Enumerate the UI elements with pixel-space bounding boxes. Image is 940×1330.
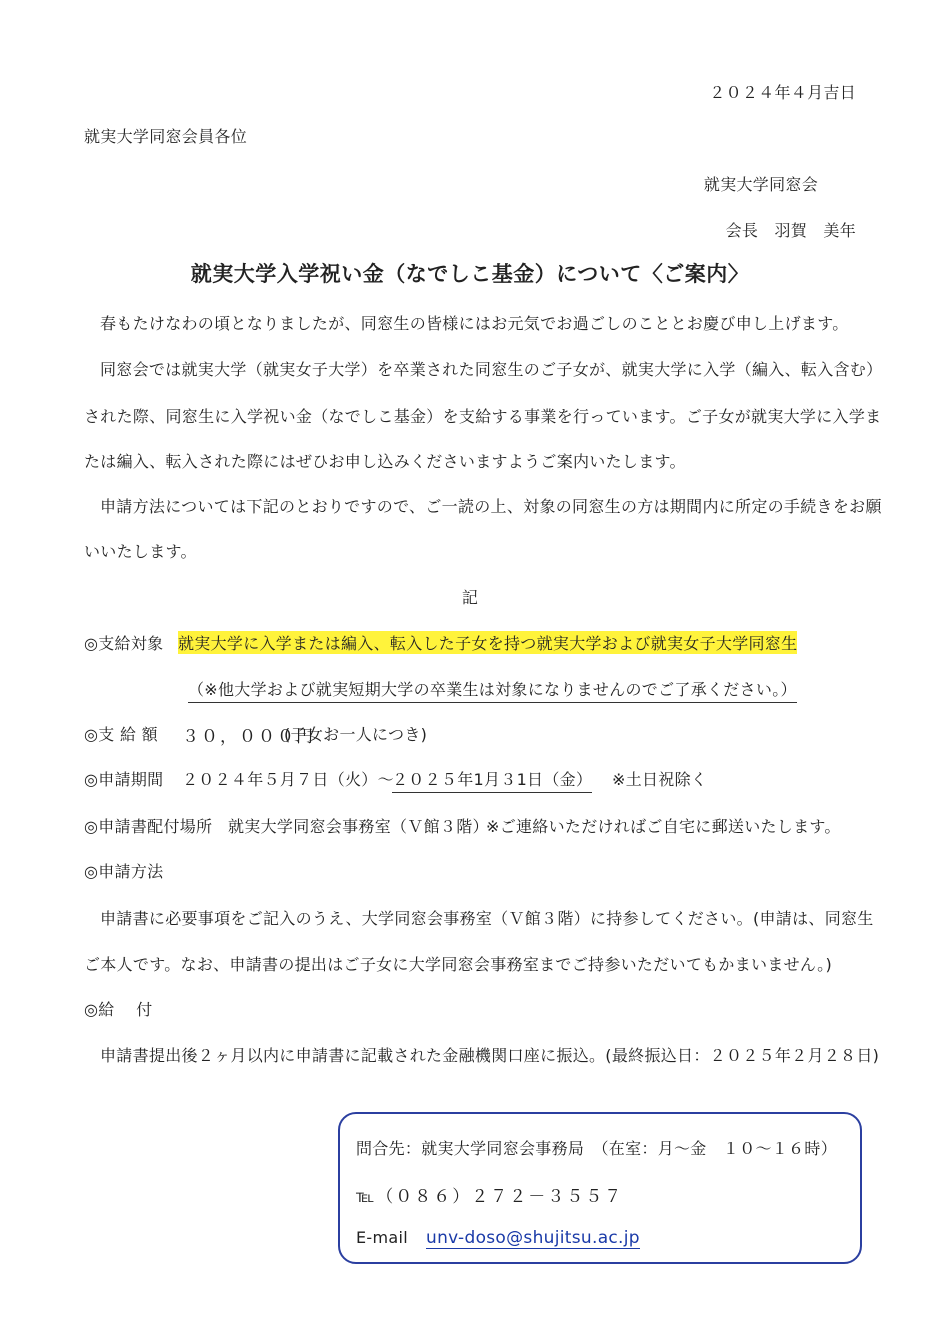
contact-email-link[interactable]: unv-doso@shujitsu.ac.jp [426,1228,640,1248]
place-note: ※ご連絡いただければご自宅に郵送いたします。 [486,817,841,836]
place-value: 就実大学同窓会事務室（Ｖ館３階） [228,817,489,836]
payment-value: 申請書提出後２ヶ月以内に申請書に記載された金融機関口座に振込。(最終振込日：２０２５年２月２８日) [100,1046,880,1065]
contact-phone: ℡（０８６）２７２－３５５７ [356,1187,624,1207]
amount-value: ３０，０００円 [182,727,315,747]
issue-date: ２０２４年４月吉日 [709,83,856,102]
contact-email-label: E-mail [356,1228,408,1247]
body-paragraph-3-line-1: 申請方法については下記のとおりですので、ご一読の上、対象の同窓生の方は期間内に所定の手続きをお願 [100,497,882,516]
contact-office: 問合先：就実大学同窓会事務局 （在室：月～金 １０～１６時） [356,1139,838,1158]
body-paragraph-2-line-3: たは編入、転入された際にはぜひお申し込みくださいますようご案内いたします。 [84,452,686,471]
body-paragraph-2-line-2: された際、同窓生に入学祝い金（なでしこ基金）を支給する事業を行っています。ご子女が就実大学に入学ま [84,407,882,426]
period-end: ２０２５年1月３1日（金） [392,767,592,793]
period-note: ※土日祝除く [612,770,708,789]
method-line-1: 申請書に必要事項をご記入のうえ、大学同窓会事務室（Ｖ館３階）に持参してください。(申請は、同窓生 [100,909,874,928]
body-paragraph-3-line-2: いいたします。 [84,542,197,561]
place-label: ◎申請書配付場所 [84,817,213,836]
sender-name: 会長 羽賀 美年 [725,221,856,240]
method-label: ◎申請方法 [84,862,164,881]
target-value: 就実大学に入学または編入、転入した子女を持つ就実大学および就実女子大学同窓生 [178,631,797,654]
body-paragraph-2-line-1: 同窓会では就実大学（就実女子大学）を卒業された同窓生のご子女が、就実大学に入学（編入、転入含む） [100,360,883,379]
recipient: 就実大学同窓会員各位 [84,127,248,146]
ki-heading: 記 [461,588,479,607]
period-start: ２０２４年５月７日（火）～ [182,770,394,789]
amount-note: (子女お一人につき) [284,725,428,744]
body-paragraph-1: 春もたけなわの頃となりましたが、同窓生の皆様にはお元気でお過ごしのこととお慶び申し上げます。 [100,314,849,333]
target-note: （※他大学および就実短期大学の卒業生は対象になりませんのでご了承ください。） [188,677,797,703]
method-line-2: ご本人です。なお、申請書の提出はご子女に大学同窓会事務室までご持参いただいてもかまいません。) [84,955,833,974]
target-label: ◎支給対象 [84,634,164,653]
document-title: 就実大学入学祝い金（なでしこ基金）について〈ご案内〉 [190,262,750,286]
payment-label: ◎給 付 [84,1000,153,1019]
amount-label: ◎支 給 額 [84,725,158,744]
sender-org: 就実大学同窓会 [703,175,818,194]
period-label: ◎申請期間 [84,770,164,789]
